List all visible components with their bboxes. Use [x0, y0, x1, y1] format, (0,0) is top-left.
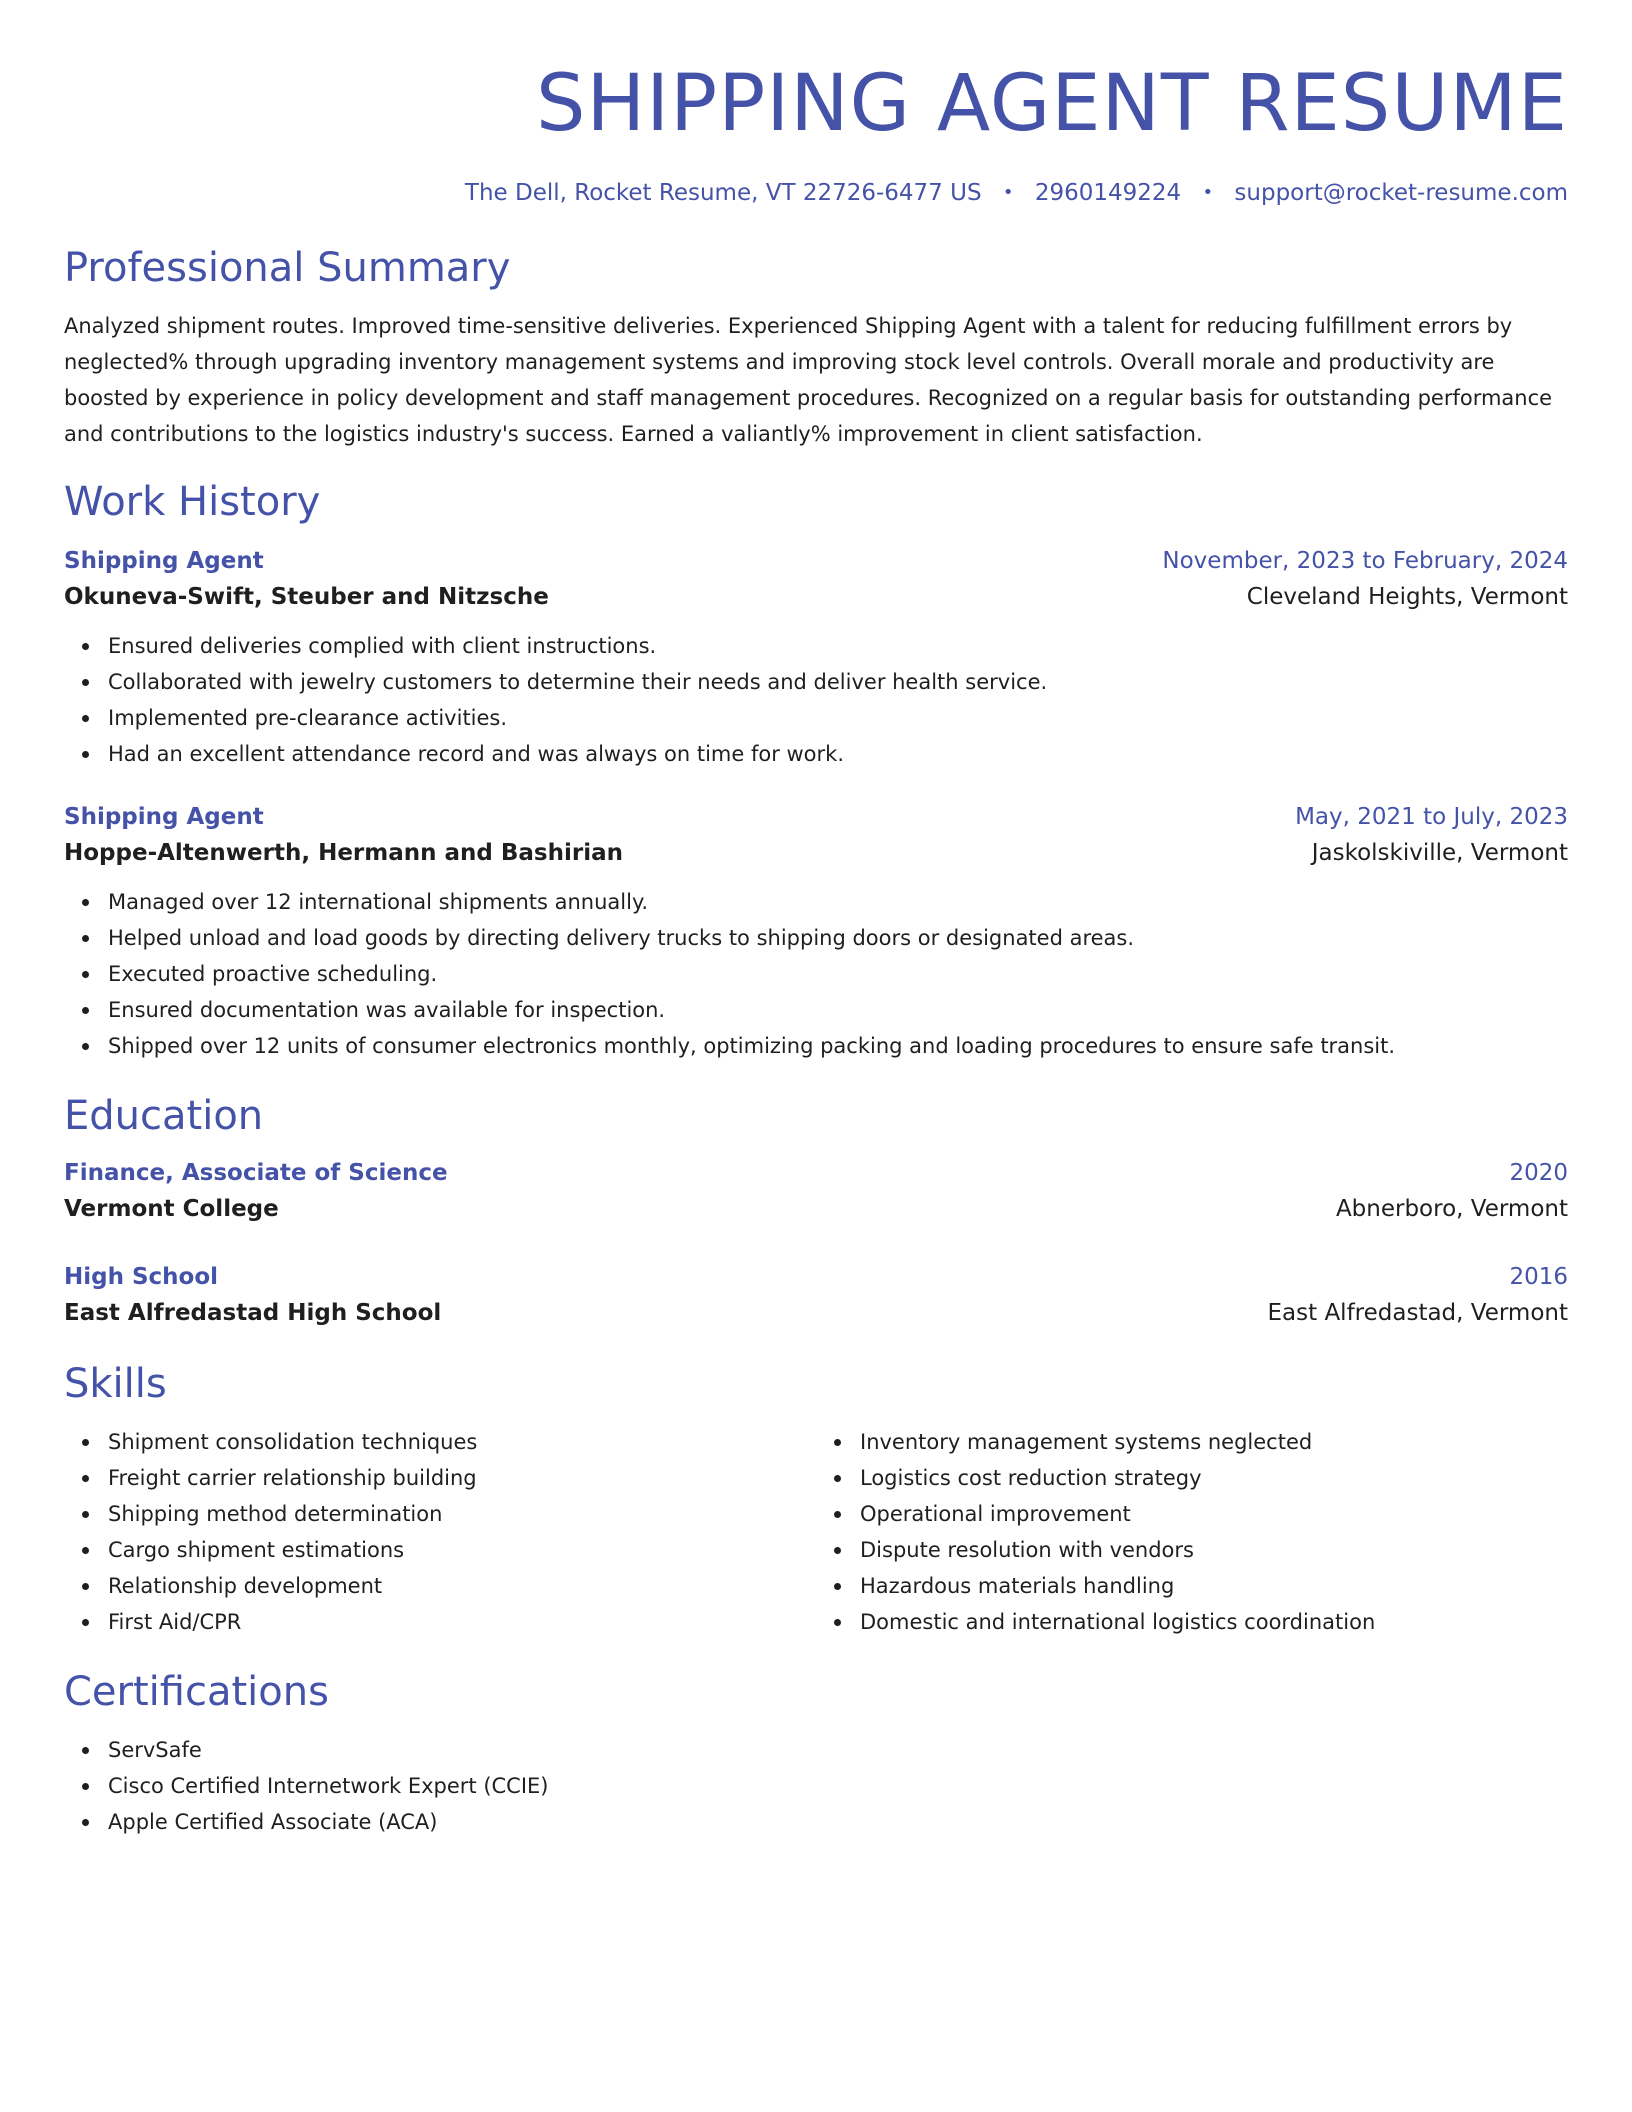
- professional-summary-section: [64, 242, 1568, 452]
- job-location: Jaskolskiville, Vermont: [1311, 840, 1568, 866]
- job-bullets: [64, 884, 1568, 1064]
- resume-header: [64, 56, 1568, 208]
- job-location: Cleveland Heights, Vermont: [1246, 584, 1568, 610]
- skills-section: [64, 1358, 1568, 1640]
- job-entry: [64, 800, 1568, 1064]
- list-item: Operational improvement: [860, 1496, 1568, 1532]
- education-school-row: [64, 1294, 1568, 1332]
- job-dates: May, 2021 to July, 2023: [1295, 804, 1568, 830]
- skills-column-left: [64, 1424, 816, 1640]
- education-year: 2016: [1509, 1264, 1568, 1290]
- skills-list: [64, 1424, 816, 1640]
- education-entry: [64, 1156, 1568, 1228]
- job-company: Hoppe-Altenwerth, Hermann and Bashirian: [64, 840, 623, 866]
- job-header-row: [64, 800, 1568, 834]
- list-item: Implemented pre-clearance activities.: [108, 700, 1568, 736]
- education-location: Abnerboro, Vermont: [1335, 1196, 1568, 1222]
- education-section: [64, 1090, 1568, 1332]
- job-title: Shipping Agent: [64, 548, 264, 574]
- skills-grid: [64, 1424, 1568, 1640]
- skills-list: [816, 1424, 1568, 1640]
- job-company-row: [64, 578, 1568, 616]
- education-location: East Alfredastad, Vermont: [1267, 1300, 1568, 1326]
- education-entry: [64, 1260, 1568, 1332]
- list-item: First Aid/CPR: [108, 1604, 816, 1640]
- section-heading: Work History: [64, 479, 321, 525]
- education-header-row: [64, 1156, 1568, 1190]
- list-item: Hazardous materials handling: [860, 1568, 1568, 1604]
- contact-address: The Dell, Rocket Resume, VT 22726-6477 US: [464, 180, 982, 206]
- section-heading: Skills: [64, 1361, 167, 1407]
- skills-column-right: [816, 1424, 1568, 1640]
- contact-line: [64, 178, 1568, 208]
- list-item: Cisco Certified Internetwork Expert (CCIE): [108, 1768, 1568, 1804]
- list-item: Managed over 12 international shipments annually.: [108, 884, 1568, 920]
- education-degree: Finance, Associate of Science: [64, 1160, 448, 1186]
- section-heading: Education: [64, 1093, 264, 1139]
- list-item: Shipping method determination: [108, 1496, 816, 1532]
- section-heading: Certifications: [64, 1669, 329, 1715]
- list-item: Helped unload and load goods by directing delivery trucks to shipping doors or designated areas.: [108, 920, 1568, 956]
- work-history-section: [64, 476, 1568, 1064]
- job-company-row: [64, 834, 1568, 872]
- job-title: Shipping Agent: [64, 804, 264, 830]
- list-item: Collaborated with jewelry customers to determine their needs and deliver health service.: [108, 664, 1568, 700]
- list-item: Domestic and international logistics coordination: [860, 1604, 1568, 1640]
- job-header-row: [64, 544, 1568, 578]
- education-degree: High School: [64, 1264, 219, 1290]
- certifications-list: [64, 1732, 1568, 1840]
- list-item: ServSafe: [108, 1732, 1568, 1768]
- list-item: Freight carrier relationship building: [108, 1460, 816, 1496]
- list-item: Ensured documentation was available for inspection.: [108, 992, 1568, 1028]
- list-item: Inventory management systems neglected: [860, 1424, 1568, 1460]
- list-item: Apple Certified Associate (ACA): [108, 1804, 1568, 1840]
- job-company: Okuneva-Swift, Steuber and Nitzsche: [64, 584, 549, 610]
- contact-separator: •: [1002, 182, 1014, 203]
- resume-title: SHIPPING AGENT RESUME: [536, 59, 1568, 149]
- list-item: Cargo shipment estimations: [108, 1532, 816, 1568]
- list-item: Dispute resolution with vendors: [860, 1532, 1568, 1568]
- job-bullets: [64, 628, 1568, 772]
- education-school: East Alfredastad High School: [64, 1300, 442, 1326]
- list-item: Relationship development: [108, 1568, 816, 1604]
- education-year: 2020: [1509, 1160, 1568, 1186]
- list-item: Executed proactive scheduling.: [108, 956, 1568, 992]
- summary-text: Analyzed shipment routes. Improved time-sensitive deliveries. Experienced Shipping Agent with a talent for reducing fulfillment errors by neglected% through upgrading inventory management systems and improving stock level controls. Overall morale and productivity are boosted by experience in policy development and staff management procedures. Recognized on a regular basis for outstanding performance and contributions to the logistics industry's success. Earned a valiantly% improvement in client satisfaction.: [64, 314, 1553, 446]
- list-item: Had an excellent attendance record and was always on time for work.: [108, 736, 1568, 772]
- list-item: Shipped over 12 units of consumer electronics monthly, optimizing packing and loading procedures to ensure safe transit.: [108, 1028, 1568, 1064]
- job-dates: November, 2023 to February, 2024: [1162, 548, 1568, 574]
- education-header-row: [64, 1260, 1568, 1294]
- education-school-row: [64, 1190, 1568, 1228]
- section-heading: Professional Summary: [64, 245, 511, 291]
- contact-phone: 2960149224: [1034, 180, 1182, 206]
- education-school: Vermont College: [64, 1196, 279, 1222]
- list-item: Ensured deliveries complied with client instructions.: [108, 628, 1568, 664]
- list-item: Shipment consolidation techniques: [108, 1424, 816, 1460]
- contact-email: support@rocket-resume.com: [1234, 180, 1568, 206]
- certifications-section: [64, 1666, 1568, 1840]
- list-item: Logistics cost reduction strategy: [860, 1460, 1568, 1496]
- contact-separator: •: [1202, 182, 1214, 203]
- job-entry: [64, 544, 1568, 772]
